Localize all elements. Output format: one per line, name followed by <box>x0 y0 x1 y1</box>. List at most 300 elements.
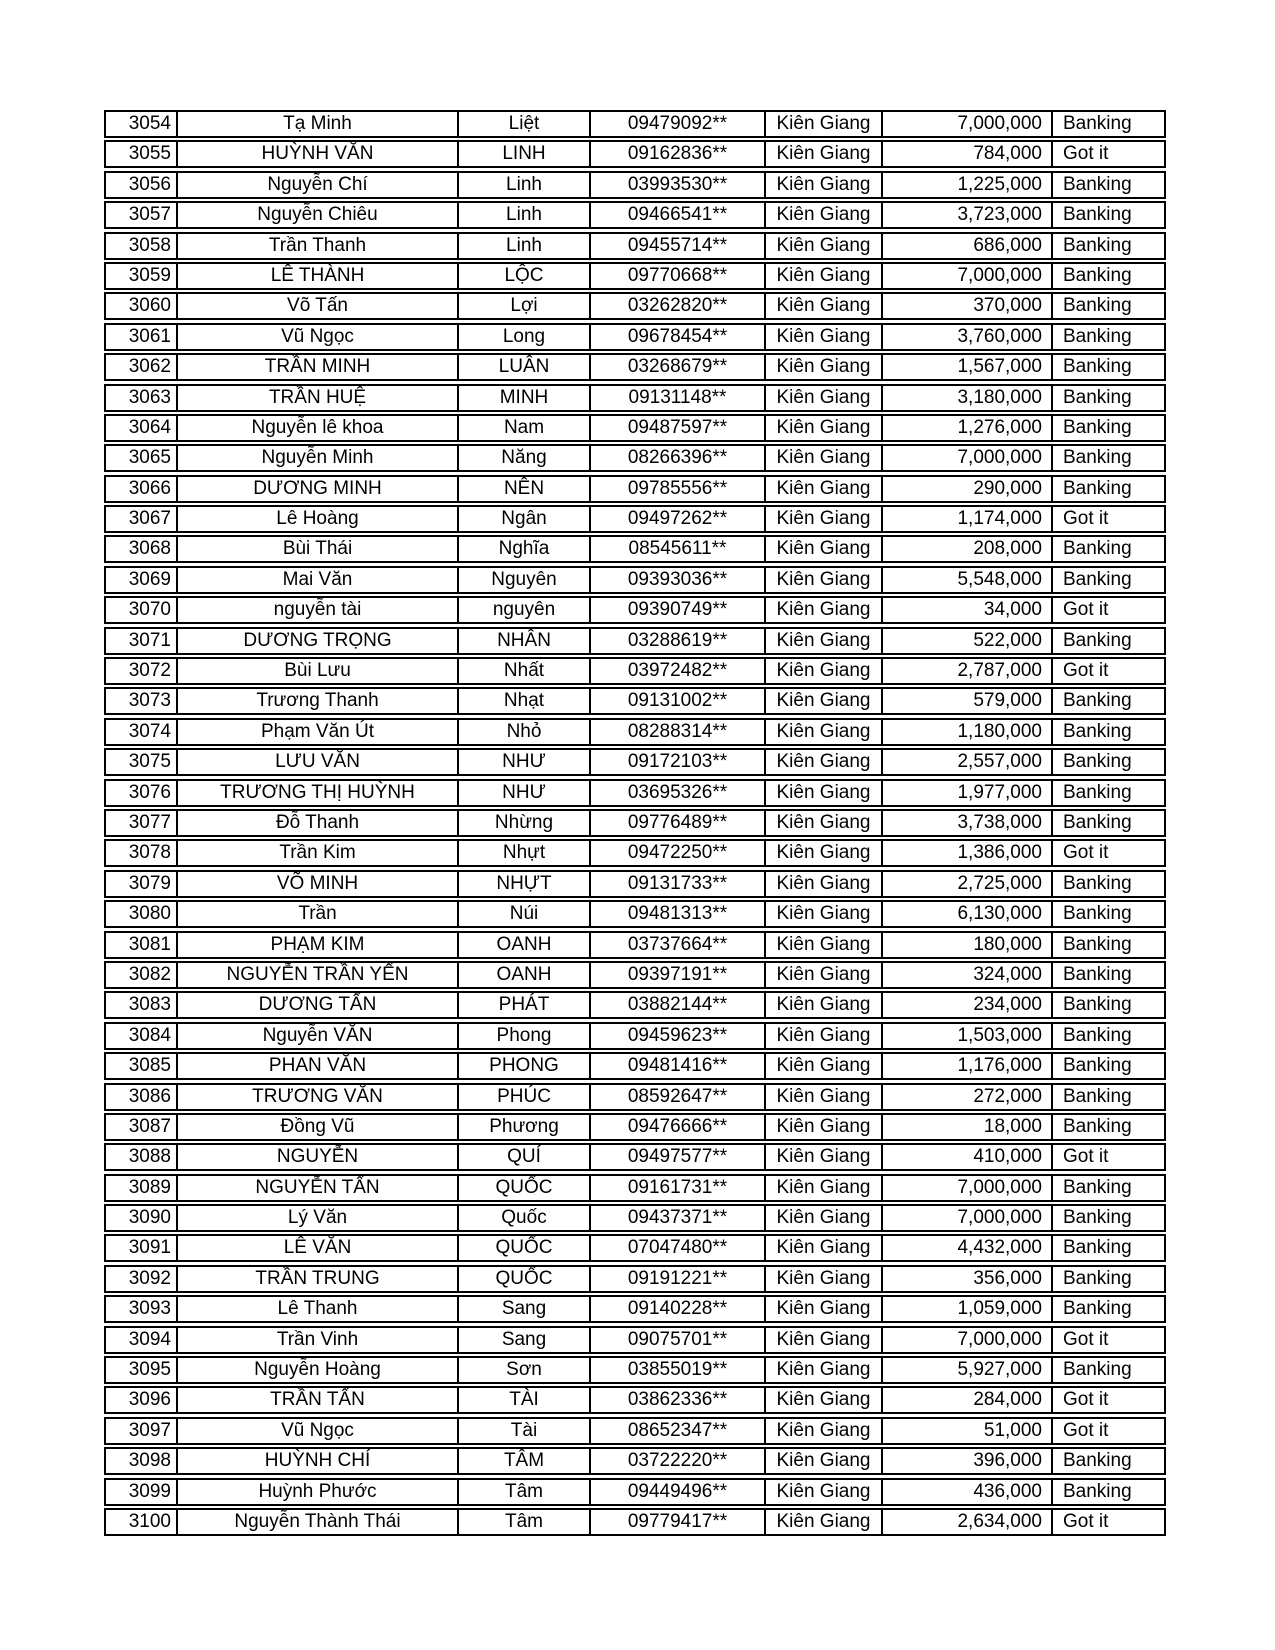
table-row <box>104 1265 1166 1293</box>
cell-last-name: QUỐC <box>457 1234 589 1262</box>
cell-phone-masked: 09437371** <box>589 1204 764 1232</box>
cell-phone-masked: 03862336** <box>589 1386 764 1414</box>
cell-status: Banking <box>1051 262 1164 290</box>
cell-last-name: Núi <box>457 900 589 928</box>
table-row <box>104 627 1166 655</box>
cell-last-name: NHƯ <box>457 779 589 807</box>
cell-amount: 51,000 <box>881 1417 1051 1445</box>
cell-row-number: 3100 <box>128 1510 171 1532</box>
cell-status: Banking <box>1051 566 1164 594</box>
cell-last-name: Linh <box>457 171 589 199</box>
cell-given-name: TRẦN MINH <box>176 353 457 381</box>
cell-row-number: 3074 <box>128 720 171 742</box>
cell-status: Banking <box>1051 1234 1164 1262</box>
cell-row-number: 3068 <box>128 538 171 560</box>
cell-status: Got it <box>1051 505 1164 533</box>
cell-province: Kiên Giang <box>764 1204 881 1232</box>
cell-status: Banking <box>1051 384 1164 412</box>
cell-phone-masked: 09075701** <box>589 1326 764 1354</box>
table-row <box>104 262 1166 290</box>
cell-province: Kiên Giang <box>764 475 881 503</box>
cell-amount: 3,738,000 <box>881 809 1051 837</box>
cell-status: Banking <box>1051 991 1164 1019</box>
cell-phone-masked: 09459623** <box>589 1022 764 1050</box>
cell-amount: 1,176,000 <box>881 1052 1051 1080</box>
cell-amount: 18,000 <box>881 1113 1051 1141</box>
cell-amount: 290,000 <box>881 475 1051 503</box>
cell-province: Kiên Giang <box>764 718 881 746</box>
table-row <box>104 900 1166 928</box>
cell-province: Kiên Giang <box>764 1356 881 1384</box>
cell-given-name: DƯƠNG TẤN <box>176 991 457 1019</box>
cell-row-number: 3070 <box>128 599 171 621</box>
cell-given-name: TRƯƠNG THỊ HUỲNH <box>176 779 457 807</box>
cell-amount: 5,548,000 <box>881 566 1051 594</box>
cell-amount: 686,000 <box>881 232 1051 260</box>
cell-status: Banking <box>1051 475 1164 503</box>
cell-status: Banking <box>1051 961 1164 989</box>
cell-amount: 7,000,000 <box>881 110 1051 138</box>
cell-given-name: Lê Thanh <box>176 1295 457 1323</box>
table-row <box>104 718 1166 746</box>
cell-amount: 1,567,000 <box>881 353 1051 381</box>
cell-given-name: DƯƠNG TRỌNG <box>176 627 457 655</box>
cell-phone-masked: 09390749** <box>589 596 764 624</box>
cell-given-name: Nguyễn Chiêu <box>176 201 457 229</box>
cell-row-number: 3067 <box>128 508 171 530</box>
cell-row-number: 3097 <box>128 1419 171 1441</box>
cell-given-name: NGUYỄN TẤN <box>176 1174 457 1202</box>
cell-amount: 1,977,000 <box>881 779 1051 807</box>
cell-row-number: 3071 <box>128 629 171 651</box>
cell-status: Got it <box>1051 839 1164 867</box>
cell-status: Banking <box>1051 1265 1164 1293</box>
cell-province: Kiên Giang <box>764 809 881 837</box>
cell-phone-masked: 03737664** <box>589 931 764 959</box>
cell-amount: 2,725,000 <box>881 870 1051 898</box>
cell-last-name: Phương <box>457 1113 589 1141</box>
table-row <box>104 1052 1166 1080</box>
cell-row-number: 3079 <box>128 872 171 894</box>
cell-row-number: 3064 <box>128 416 171 438</box>
table-row <box>104 961 1166 989</box>
cell-last-name: Linh <box>457 232 589 260</box>
cell-row-number: 3055 <box>128 143 171 165</box>
cell-given-name: Nguyễn Hoàng <box>176 1356 457 1384</box>
cell-given-name: Nguyễn lê khoa <box>176 414 457 442</box>
cell-last-name: Nghĩa <box>457 535 589 563</box>
cell-row-number: 3076 <box>128 781 171 803</box>
cell-row-number: 3073 <box>128 690 171 712</box>
cell-last-name: Năng <box>457 444 589 472</box>
cell-row-number: 3060 <box>128 295 171 317</box>
cell-province: Kiên Giang <box>764 991 881 1019</box>
cell-given-name: Võ Tấn <box>176 292 457 320</box>
cell-phone-masked: 07047480** <box>589 1234 764 1262</box>
cell-province: Kiên Giang <box>764 232 881 260</box>
cell-amount: 3,760,000 <box>881 323 1051 351</box>
table-row <box>104 414 1166 442</box>
cell-province: Kiên Giang <box>764 566 881 594</box>
cell-phone-masked: 09678454** <box>589 323 764 351</box>
cell-last-name: Linh <box>457 201 589 229</box>
cell-amount: 2,634,000 <box>881 1508 1051 1536</box>
table-row <box>104 839 1166 867</box>
cell-status: Banking <box>1051 1022 1164 1050</box>
cell-given-name: NGUYỄN <box>176 1143 457 1171</box>
cell-given-name: Trần <box>176 900 457 928</box>
cell-phone-masked: 09785556** <box>589 475 764 503</box>
cell-status: Banking <box>1051 779 1164 807</box>
cell-phone-masked: 08266396** <box>589 444 764 472</box>
cell-row-number: 3091 <box>128 1237 171 1259</box>
cell-given-name: HUỲNH CHÍ <box>176 1447 457 1475</box>
cell-given-name: Trần Kim <box>176 839 457 867</box>
cell-phone-masked: 09476666** <box>589 1113 764 1141</box>
cell-amount: 5,927,000 <box>881 1356 1051 1384</box>
cell-last-name: Quốc <box>457 1204 589 1232</box>
cell-phone-masked: 08592647** <box>589 1083 764 1111</box>
cell-row-number: 3098 <box>128 1450 171 1472</box>
cell-amount: 2,787,000 <box>881 657 1051 685</box>
cell-row-number: 3075 <box>128 751 171 773</box>
cell-province: Kiên Giang <box>764 1143 881 1171</box>
cell-row-number: 3078 <box>128 842 171 864</box>
cell-province: Kiên Giang <box>764 657 881 685</box>
cell-phone-masked: 09449496** <box>589 1478 764 1506</box>
cell-amount: 1,174,000 <box>881 505 1051 533</box>
cell-phone-masked: 03993530** <box>589 171 764 199</box>
cell-status: Banking <box>1051 1356 1164 1384</box>
cell-amount: 579,000 <box>881 687 1051 715</box>
cell-province: Kiên Giang <box>764 1295 881 1323</box>
cell-status: Got it <box>1051 1417 1164 1445</box>
cell-last-name: TÂM <box>457 1447 589 1475</box>
cell-status: Banking <box>1051 110 1164 138</box>
cell-given-name: Nguyễn VĂN <box>176 1022 457 1050</box>
table-row <box>104 535 1166 563</box>
cell-province: Kiên Giang <box>764 1326 881 1354</box>
cell-province: Kiên Giang <box>764 1447 881 1475</box>
cell-province: Kiên Giang <box>764 1052 881 1080</box>
cell-province: Kiên Giang <box>764 414 881 442</box>
cell-amount: 1,059,000 <box>881 1295 1051 1323</box>
cell-row-number: 3069 <box>128 568 171 590</box>
cell-status: Banking <box>1051 718 1164 746</box>
table-row <box>104 353 1166 381</box>
table-row <box>104 748 1166 776</box>
cell-amount: 356,000 <box>881 1265 1051 1293</box>
cell-row-number: 3096 <box>128 1389 171 1411</box>
cell-last-name: QUỐC <box>457 1265 589 1293</box>
table-row <box>104 779 1166 807</box>
cell-status: Got it <box>1051 1143 1164 1171</box>
cell-status: Banking <box>1051 687 1164 715</box>
cell-last-name: Tài <box>457 1417 589 1445</box>
cell-last-name: nguyên <box>457 596 589 624</box>
cell-given-name: Mai Văn <box>176 566 457 594</box>
cell-status: Banking <box>1051 931 1164 959</box>
cell-given-name: Bùi Thái <box>176 535 457 563</box>
table-row <box>104 1083 1166 1111</box>
cell-given-name: Đồng Vũ <box>176 1113 457 1141</box>
cell-last-name: Nguyên <box>457 566 589 594</box>
cell-phone-masked: 03262820** <box>589 292 764 320</box>
cell-row-number: 3057 <box>128 204 171 226</box>
table-row <box>104 171 1166 199</box>
cell-row-number: 3085 <box>128 1055 171 1077</box>
table-row <box>104 870 1166 898</box>
table-row <box>104 991 1166 1019</box>
cell-row-number: 3093 <box>128 1298 171 1320</box>
cell-status: Banking <box>1051 444 1164 472</box>
cell-row-number: 3054 <box>128 113 171 134</box>
cell-amount: 180,000 <box>881 931 1051 959</box>
cell-amount: 370,000 <box>881 292 1051 320</box>
cell-last-name: LINH <box>457 140 589 168</box>
cell-province: Kiên Giang <box>764 201 881 229</box>
table-row <box>104 444 1166 472</box>
cell-row-number: 3082 <box>128 963 171 985</box>
cell-row-number: 3059 <box>128 264 171 286</box>
cell-last-name: Sang <box>457 1295 589 1323</box>
table-row <box>104 1508 1166 1536</box>
cell-amount: 7,000,000 <box>881 444 1051 472</box>
cell-status: Banking <box>1051 171 1164 199</box>
cell-amount: 1,503,000 <box>881 1022 1051 1050</box>
cell-row-number: 3066 <box>128 477 171 499</box>
cell-phone-masked: 03695326** <box>589 779 764 807</box>
table-row <box>104 232 1166 260</box>
cell-amount: 410,000 <box>881 1143 1051 1171</box>
cell-last-name: Sơn <box>457 1356 589 1384</box>
cell-status: Got it <box>1051 1508 1164 1536</box>
cell-last-name: NÊN <box>457 475 589 503</box>
cell-status: Banking <box>1051 232 1164 260</box>
table-row <box>104 475 1166 503</box>
table-row <box>104 657 1166 685</box>
cell-amount: 1,180,000 <box>881 718 1051 746</box>
table-row <box>104 505 1166 533</box>
cell-status: Got it <box>1051 596 1164 624</box>
table-row <box>104 931 1166 959</box>
cell-last-name: PHONG <box>457 1052 589 1080</box>
cell-last-name: Nhất <box>457 657 589 685</box>
cell-given-name: TRẦN TRUNG <box>176 1265 457 1293</box>
cell-given-name: Huỳnh Phước <box>176 1478 457 1506</box>
table-row <box>104 1478 1166 1506</box>
cell-row-number: 3095 <box>128 1359 171 1381</box>
cell-phone-masked: 09770668** <box>589 262 764 290</box>
cell-province: Kiên Giang <box>764 1417 881 1445</box>
cell-given-name: Đỗ Thanh <box>176 809 457 837</box>
cell-province: Kiên Giang <box>764 748 881 776</box>
cell-given-name: VÕ MINH <box>176 870 457 898</box>
cell-last-name: NHÂN <box>457 627 589 655</box>
cell-province: Kiên Giang <box>764 1265 881 1293</box>
cell-last-name: Lợi <box>457 292 589 320</box>
table-row <box>104 292 1166 320</box>
cell-given-name: Vũ Ngọc <box>176 323 457 351</box>
cell-row-number: 3099 <box>128 1480 171 1502</box>
cell-phone-masked: 09479092** <box>589 110 764 138</box>
cell-province: Kiên Giang <box>764 1022 881 1050</box>
cell-phone-masked: 09497577** <box>589 1143 764 1171</box>
cell-row-number: 3092 <box>128 1267 171 1289</box>
cell-phone-masked: 03722220** <box>589 1447 764 1475</box>
cell-province: Kiên Giang <box>764 1478 881 1506</box>
cell-given-name: nguyễn tài <box>176 596 457 624</box>
cell-amount: 284,000 <box>881 1386 1051 1414</box>
cell-last-name: LUÂN <box>457 353 589 381</box>
cell-phone-masked: 09481313** <box>589 900 764 928</box>
table-row <box>104 1113 1166 1141</box>
cell-amount: 3,723,000 <box>881 201 1051 229</box>
cell-amount: 4,432,000 <box>881 1234 1051 1262</box>
cell-amount: 1,225,000 <box>881 171 1051 199</box>
cell-last-name: Ngân <box>457 505 589 533</box>
cell-given-name: TRẦN TẤN <box>176 1386 457 1414</box>
table-row <box>104 1386 1166 1414</box>
cell-given-name: Trần Vinh <box>176 1326 457 1354</box>
cell-status: Banking <box>1051 1113 1164 1141</box>
cell-province: Kiên Giang <box>764 687 881 715</box>
cell-given-name: PHẠM KIM <box>176 931 457 959</box>
cell-amount: 7,000,000 <box>881 1326 1051 1354</box>
cell-status: Banking <box>1051 323 1164 351</box>
cell-last-name: PHÁT <box>457 991 589 1019</box>
cell-province: Kiên Giang <box>764 779 881 807</box>
cell-phone-masked: 08545611** <box>589 535 764 563</box>
cell-amount: 34,000 <box>881 596 1051 624</box>
contact-list-table <box>104 110 1166 1538</box>
cell-given-name: Bùi Lưu <box>176 657 457 685</box>
cell-province: Kiên Giang <box>764 870 881 898</box>
cell-status: Banking <box>1051 900 1164 928</box>
cell-province: Kiên Giang <box>764 505 881 533</box>
cell-last-name: Nam <box>457 414 589 442</box>
cell-given-name: Trần Thanh <box>176 232 457 260</box>
cell-province: Kiên Giang <box>764 444 881 472</box>
cell-phone-masked: 03855019** <box>589 1356 764 1384</box>
cell-given-name: Nguyễn Thành Thái <box>176 1508 457 1536</box>
cell-row-number: 3080 <box>128 903 171 925</box>
cell-given-name: Vũ Ngọc <box>176 1417 457 1445</box>
cell-last-name: QUÍ <box>457 1143 589 1171</box>
cell-phone-masked: 09131148** <box>589 384 764 412</box>
cell-status: Got it <box>1051 1386 1164 1414</box>
cell-row-number: 3058 <box>128 234 171 256</box>
cell-last-name: Nhạt <box>457 687 589 715</box>
cell-status: Banking <box>1051 627 1164 655</box>
cell-row-number: 3088 <box>128 1146 171 1168</box>
cell-row-number: 3077 <box>128 811 171 833</box>
cell-given-name: TRẦN HUỆ <box>176 384 457 412</box>
cell-phone-masked: 09481416** <box>589 1052 764 1080</box>
cell-row-number: 3063 <box>128 386 171 408</box>
cell-row-number: 3087 <box>128 1115 171 1137</box>
cell-status: Banking <box>1051 1295 1164 1323</box>
cell-province: Kiên Giang <box>764 931 881 959</box>
cell-status: Got it <box>1051 1326 1164 1354</box>
cell-province: Kiên Giang <box>764 1174 881 1202</box>
cell-phone-masked: 03972482** <box>589 657 764 685</box>
cell-phone-masked: 09497262** <box>589 505 764 533</box>
cell-row-number: 3089 <box>128 1176 171 1198</box>
cell-given-name: LÊ THÀNH <box>176 262 457 290</box>
cell-amount: 324,000 <box>881 961 1051 989</box>
cell-amount: 272,000 <box>881 1083 1051 1111</box>
cell-given-name: NGUYỄN TRẦN YẾN <box>176 961 457 989</box>
cell-last-name: Nhừng <box>457 809 589 837</box>
table-row <box>104 1204 1166 1232</box>
cell-last-name: QUỐC <box>457 1174 589 1202</box>
cell-row-number: 3090 <box>128 1207 171 1229</box>
table-row <box>104 1417 1166 1445</box>
table-row <box>104 201 1166 229</box>
table-row <box>104 1356 1166 1384</box>
cell-last-name: TÀI <box>457 1386 589 1414</box>
cell-province: Kiên Giang <box>764 353 881 381</box>
table-row <box>104 1295 1166 1323</box>
cell-given-name: Phạm Văn Út <box>176 718 457 746</box>
cell-amount: 208,000 <box>881 535 1051 563</box>
cell-status: Banking <box>1051 1174 1164 1202</box>
cell-status: Banking <box>1051 535 1164 563</box>
table-row <box>104 384 1166 412</box>
cell-status: Banking <box>1051 1204 1164 1232</box>
cell-amount: 3,180,000 <box>881 384 1051 412</box>
cell-amount: 436,000 <box>881 1478 1051 1506</box>
cell-province: Kiên Giang <box>764 1386 881 1414</box>
cell-province: Kiên Giang <box>764 140 881 168</box>
cell-last-name: Tâm <box>457 1478 589 1506</box>
cell-amount: 234,000 <box>881 991 1051 1019</box>
cell-phone-masked: 09472250** <box>589 839 764 867</box>
cell-phone-masked: 09172103** <box>589 748 764 776</box>
cell-phone-masked: 09779417** <box>589 1508 764 1536</box>
cell-last-name: PHÚC <box>457 1083 589 1111</box>
cell-last-name: NHƯ <box>457 748 589 776</box>
cell-province: Kiên Giang <box>764 171 881 199</box>
cell-last-name: MINH <box>457 384 589 412</box>
cell-phone-masked: 08652347** <box>589 1417 764 1445</box>
table-row <box>104 809 1166 837</box>
cell-row-number: 3061 <box>128 325 171 347</box>
cell-row-number: 3084 <box>128 1024 171 1046</box>
cell-province: Kiên Giang <box>764 262 881 290</box>
cell-row-number: 3062 <box>128 356 171 378</box>
table-row <box>104 1022 1166 1050</box>
cell-given-name: LÊ VĂN <box>176 1234 457 1262</box>
cell-phone-masked: 09393036** <box>589 566 764 594</box>
cell-amount: 522,000 <box>881 627 1051 655</box>
cell-province: Kiên Giang <box>764 1083 881 1111</box>
cell-phone-masked: 09397191** <box>589 961 764 989</box>
cell-status: Banking <box>1051 1083 1164 1111</box>
cell-amount: 7,000,000 <box>881 1204 1051 1232</box>
cell-status: Banking <box>1051 1447 1164 1475</box>
cell-status: Got it <box>1051 657 1164 685</box>
cell-last-name: Long <box>457 323 589 351</box>
cell-given-name: Nguyễn Chí <box>176 171 457 199</box>
cell-phone-masked: 03268679** <box>589 353 764 381</box>
cell-phone-masked: 09131733** <box>589 870 764 898</box>
cell-row-number: 3056 <box>128 173 171 195</box>
cell-amount: 784,000 <box>881 140 1051 168</box>
cell-status: Banking <box>1051 809 1164 837</box>
cell-row-number: 3072 <box>128 660 171 682</box>
